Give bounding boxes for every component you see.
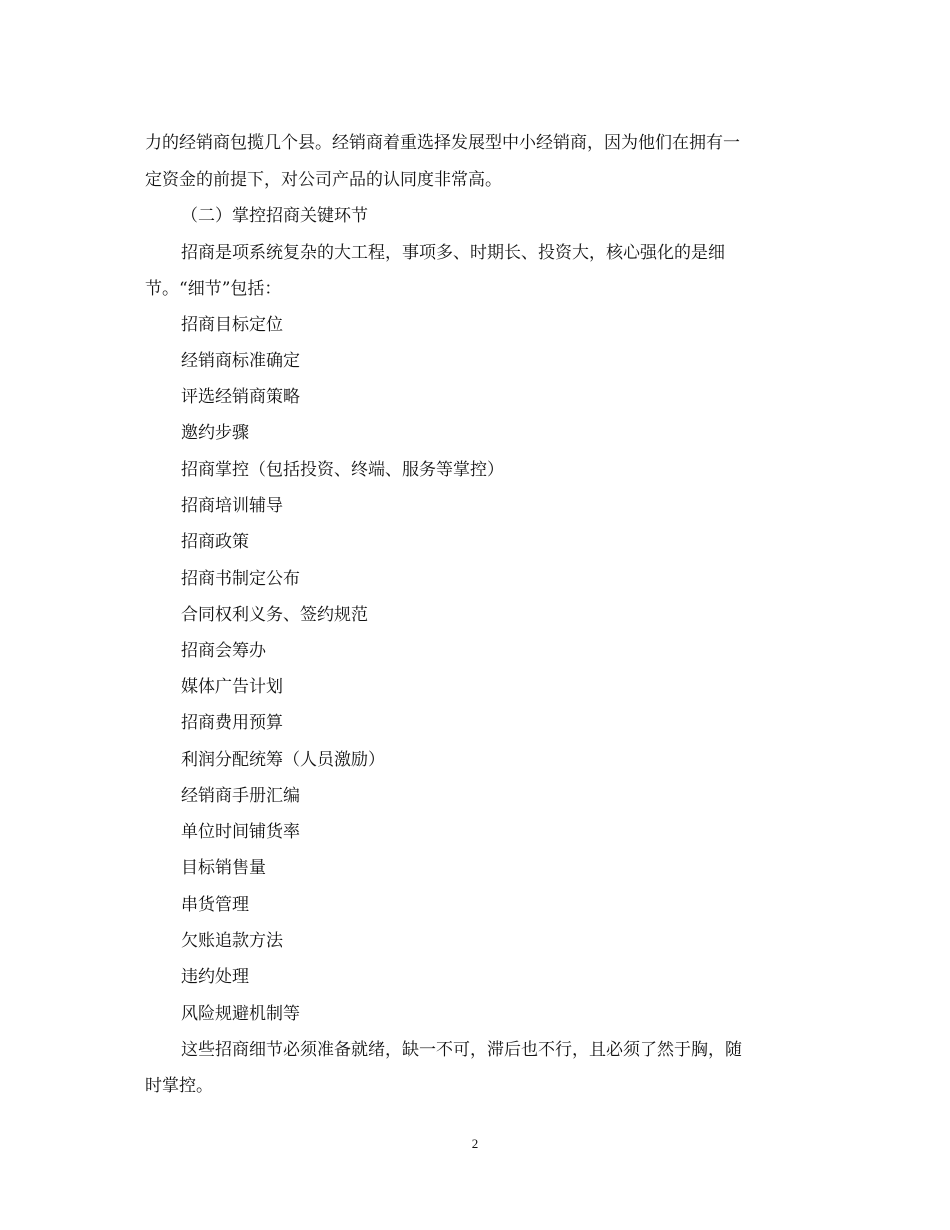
paragraph-line: 这些招商细节必须准备就绪，缺一不可，滞后也不行，且必须了然于胸，随 xyxy=(181,1040,742,1060)
list-item: 邀约步骤 xyxy=(181,423,249,443)
list-item: 违约处理 xyxy=(181,967,249,987)
list-item: 经销商手册汇编 xyxy=(181,786,300,806)
list-item: 招商书制定公布 xyxy=(181,569,300,589)
list-item: 风险规避机制等 xyxy=(181,1004,300,1024)
page-number: 2 xyxy=(471,1136,479,1151)
list-item: 评选经销商策略 xyxy=(181,387,300,407)
list-item: 利润分配统筹（人员激励） xyxy=(181,750,385,770)
section-heading: （二）掌控招商关键环节 xyxy=(181,206,368,226)
list-item: 招商掌控（包括投资、终端、服务等掌控） xyxy=(181,460,504,480)
list-item: 招商培训辅导 xyxy=(181,496,283,516)
list-item: 招商费用预算 xyxy=(181,713,283,733)
paragraph-line: 时掌控。 xyxy=(145,1076,213,1096)
list-item: 招商目标定位 xyxy=(181,315,283,335)
list-item: 串货管理 xyxy=(181,895,249,915)
paragraph-line: 定资金的前提下，对公司产品的认同度非常高。 xyxy=(145,170,502,190)
list-item: 经销商标准确定 xyxy=(181,351,300,371)
list-item: 欠账追款方法 xyxy=(181,931,283,951)
list-item: 媒体广告计划 xyxy=(181,677,283,697)
list-item: 目标销售量 xyxy=(181,858,266,878)
paragraph-line: 力的经销商包揽几个县。经销商着重选择发展型中小经销商，因为他们在拥有一 xyxy=(145,133,740,153)
list-item: 合同权利义务、签约规范 xyxy=(181,605,368,625)
paragraph-line: 节。“细节”包括： xyxy=(145,279,282,299)
list-item: 招商政策 xyxy=(181,532,249,552)
list-item: 单位时间铺货率 xyxy=(181,822,300,842)
paragraph-line: 招商是项系统复杂的大工程，事项多、时期长、投资大，核心强化的是细 xyxy=(181,243,725,263)
list-item: 招商会筹办 xyxy=(181,641,266,661)
